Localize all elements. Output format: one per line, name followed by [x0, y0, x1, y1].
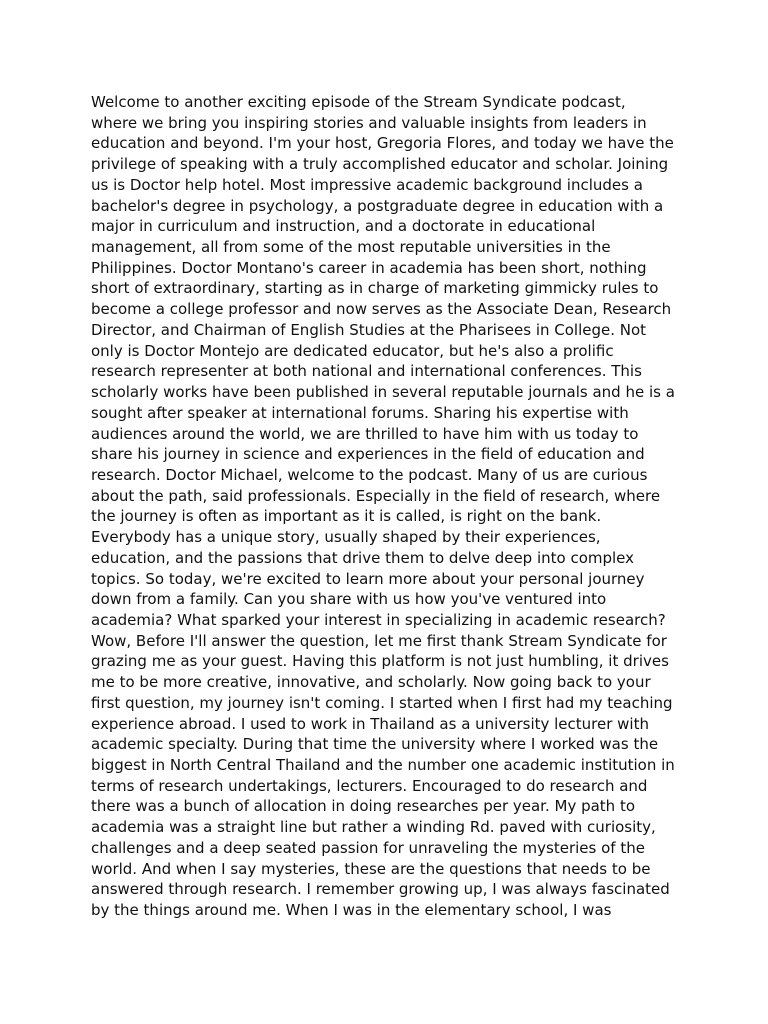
document-page	[91, 92, 691, 921]
body-paragraph: Welcome to another exciting episode of the Stream Syndicate podcast, where we bring you inspiring stories and valuable insights from leaders in education and beyond. I'm your host, Gregoria Flores, and today we have the privilege of speaking with a truly accomplished educator and scholar. Joining us is Doctor help hotel. Most impressive academic background includes a bachelor's degree in psychology, a postgraduate degree in education with a major in curriculum and instruction, and a doctorate in educational management, all from some of the most reputable universities in the Philippines. Doctor Montano's career in academia has been short, nothing short of extraordinary, starting as in charge of marketing gimmicky rules to become a college professor and now serves as the Associate Dean, Research Director, and Chairman of English Studies at the Pharisees in College. Not only is Doctor Montejo are dedicated educator, but he's also a prolific research representer at both national and international conferences. This scholarly works have been published in several reputable journals and he is a sought after speaker at international forums. Sharing his expertise with audiences around the world, we are thrilled to have him with us today to share his journey in science and experiences in the field of education and research. Doctor Michael, welcome to the podcast. Many of us are curious about the path, said professionals. Especially in the field of research, where the journey is often as important as it is called, is right on the bank. Everybody has a unique story, usually shaped by their experiences, education, and the passions that drive them to delve deep into complex topics. So today, we're excited to learn more about your personal journey down from a family. Can you share with us how you've ventured into academia? What sparked your interest in specializing in academic research? Wow, Before I'll answer the question, let me first thank Stream Syndicate for grazing me as your guest. Having this platform is not just humbling, it drives me to be more creative, innovative, and scholarly. Now going back to your first question, my journey isn't coming. I started when I first had my teaching experience abroad. I used to work in Thailand as a university lecturer with academic specialty. During that time the university where I worked was the biggest in North Central Thailand and the number one academic institution in terms of research undertakings, lecturers. Encouraged to do research and there was a bunch of allocation in doing researches per year. My path to academia was a straight line but rather a winding Rd. paved with curiosity, challenges and a deep seated passion for unraveling the mysteries of the world. And when I say mysteries, these are the questions that needs to be answered through research. I remember growing up, I was always fascinated by the things around me. When I was in the elementary school, I was	[91, 93, 675, 920]
